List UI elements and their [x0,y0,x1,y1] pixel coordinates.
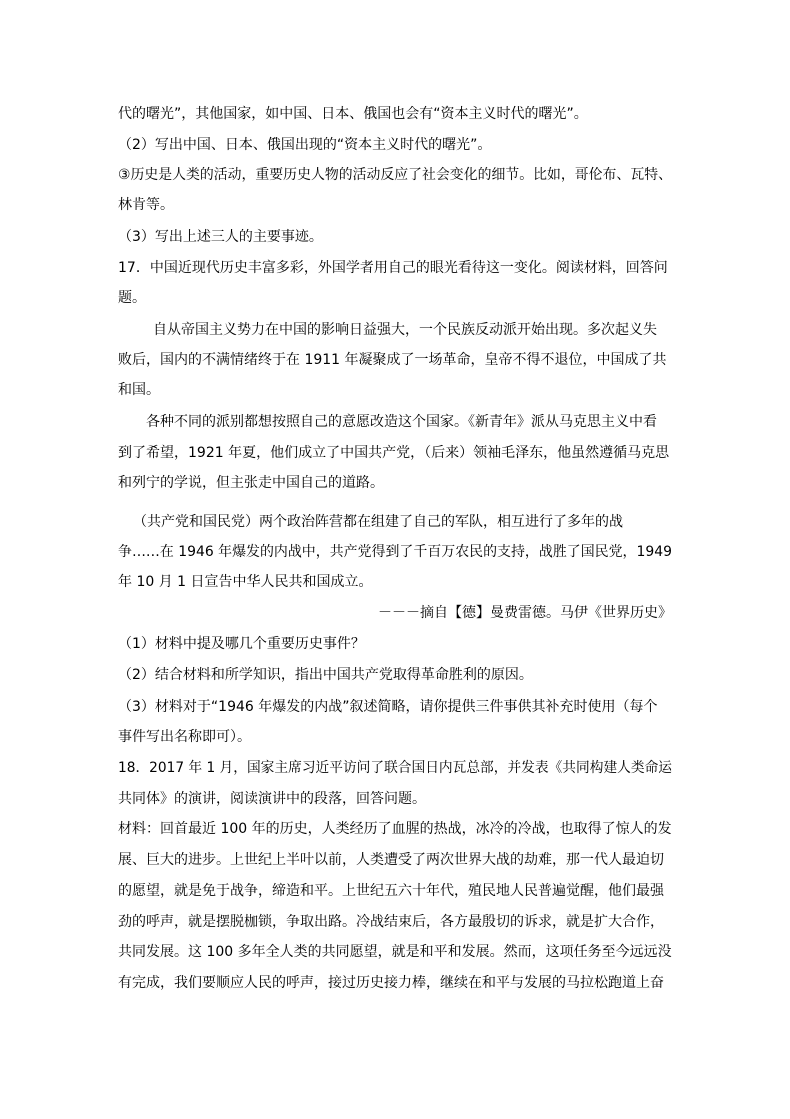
question-heading: 18．2017 年 1 月，国家主席习近平访问了联合国日内瓦总部，并发表《共同构建人类命运 [118,760,672,776]
text-line: 代的曙光”，其他国家，如中国、日本、俄国也会有“资本主义时代的曙光”。 [118,106,588,122]
material-line: 自从帝国主义势力在中国的影响日益强大，一个民族反动派开始出现。多次起义失 [153,322,657,338]
question-line: （2）结合材料和所学知识，指出中国共产党取得革命胜利的原因。 [118,667,533,683]
source-citation: －－－摘自【德】曼费雷德。马伊《世界历史》 [378,605,672,621]
question-heading: 17．中国近现代历史丰富多彩，外国学者用自己的眼光看待这一变化。阅读材料，回答问 [118,260,668,276]
material-line: 到了希望，1921 年夏，他们成立了中国共产党，（后来）领袖毛泽东，他虽然遵循马克思 [118,445,670,461]
text-line: 题。 [118,290,146,306]
material-line: 有完成，我们要顺应人民的呼声，接过历史接力棒，继续在和平与发展的马拉松跑道上奋 [118,975,664,991]
question-line: （3）写出上述三人的主要事迹。 [118,229,323,245]
material-line: 各种不同的派别都想按照自己的意愿改造这个国家。《新青年》派从马克思主义中看 [146,414,657,430]
question-line: （3）材料对于“1946 年爆发的内战”叙述简略，请你提供三件事供其补充时使用（每个 [118,699,658,715]
text-line: 林肯等。 [118,197,174,213]
material-line: 劲的呼声，就是摆脱枷锁，争取出路。冷战结束后，各方最殷切的诉求，就是扩大合作， [118,914,664,930]
material-line: 年 10 月 1 日宣告中华人民共和国成立。 [118,574,373,590]
material-line: （共产党和国民党）两个政治阵营都在组建了自己的军队，相互进行了多年的战 [133,514,623,530]
question-line: 事件写出名称即可）。 [118,729,251,745]
material-line: 败后，国内的不满情绪终于在 1911 年凝聚成了一场革命，皇帝不得不退位，中国成了共 [118,352,667,368]
material-line: 共同发展。这 100 多年全人类的共同愿望，就是和平和发展。然而，这项任务至今远远没 [118,944,672,960]
material-line: 的愿望，就是免于战争，缔造和平。上世纪五六十年代，殖民地人民普遍觉醒，他们最强 [118,883,664,899]
question-line: （2）写出中国、日本、俄国出现的“资本主义时代的曙光”。 [118,137,492,153]
text-line: 共同体》的演讲，阅读演讲中的段落，回答问题。 [118,791,426,807]
material-line: 和国。 [118,382,160,398]
material-line: 展、巨大的进步。上世纪上半叶以前，人类遭受了两次世界大战的劫难，那一代人最迫切 [118,852,664,868]
material-line: 材料：回首最近 100 年的历史，人类经历了血腥的热战，冰冷的冷战，也取得了惊人的发 [118,821,672,837]
question-line: （1）材料中提及哪几个重要历史事件？ [118,636,365,652]
material-line: 和列宁的学说，但主张走中国自己的道路。 [118,475,384,491]
material-line: 争……在 1946 年爆发的内战中，共产党得到了千百万农民的支持，战胜了国民党，1949 [118,544,672,560]
text-line: ③历史是人类的活动，重要历史人物的活动反应了社会变化的细节。比如，哥伦布、瓦特、 [118,167,672,183]
